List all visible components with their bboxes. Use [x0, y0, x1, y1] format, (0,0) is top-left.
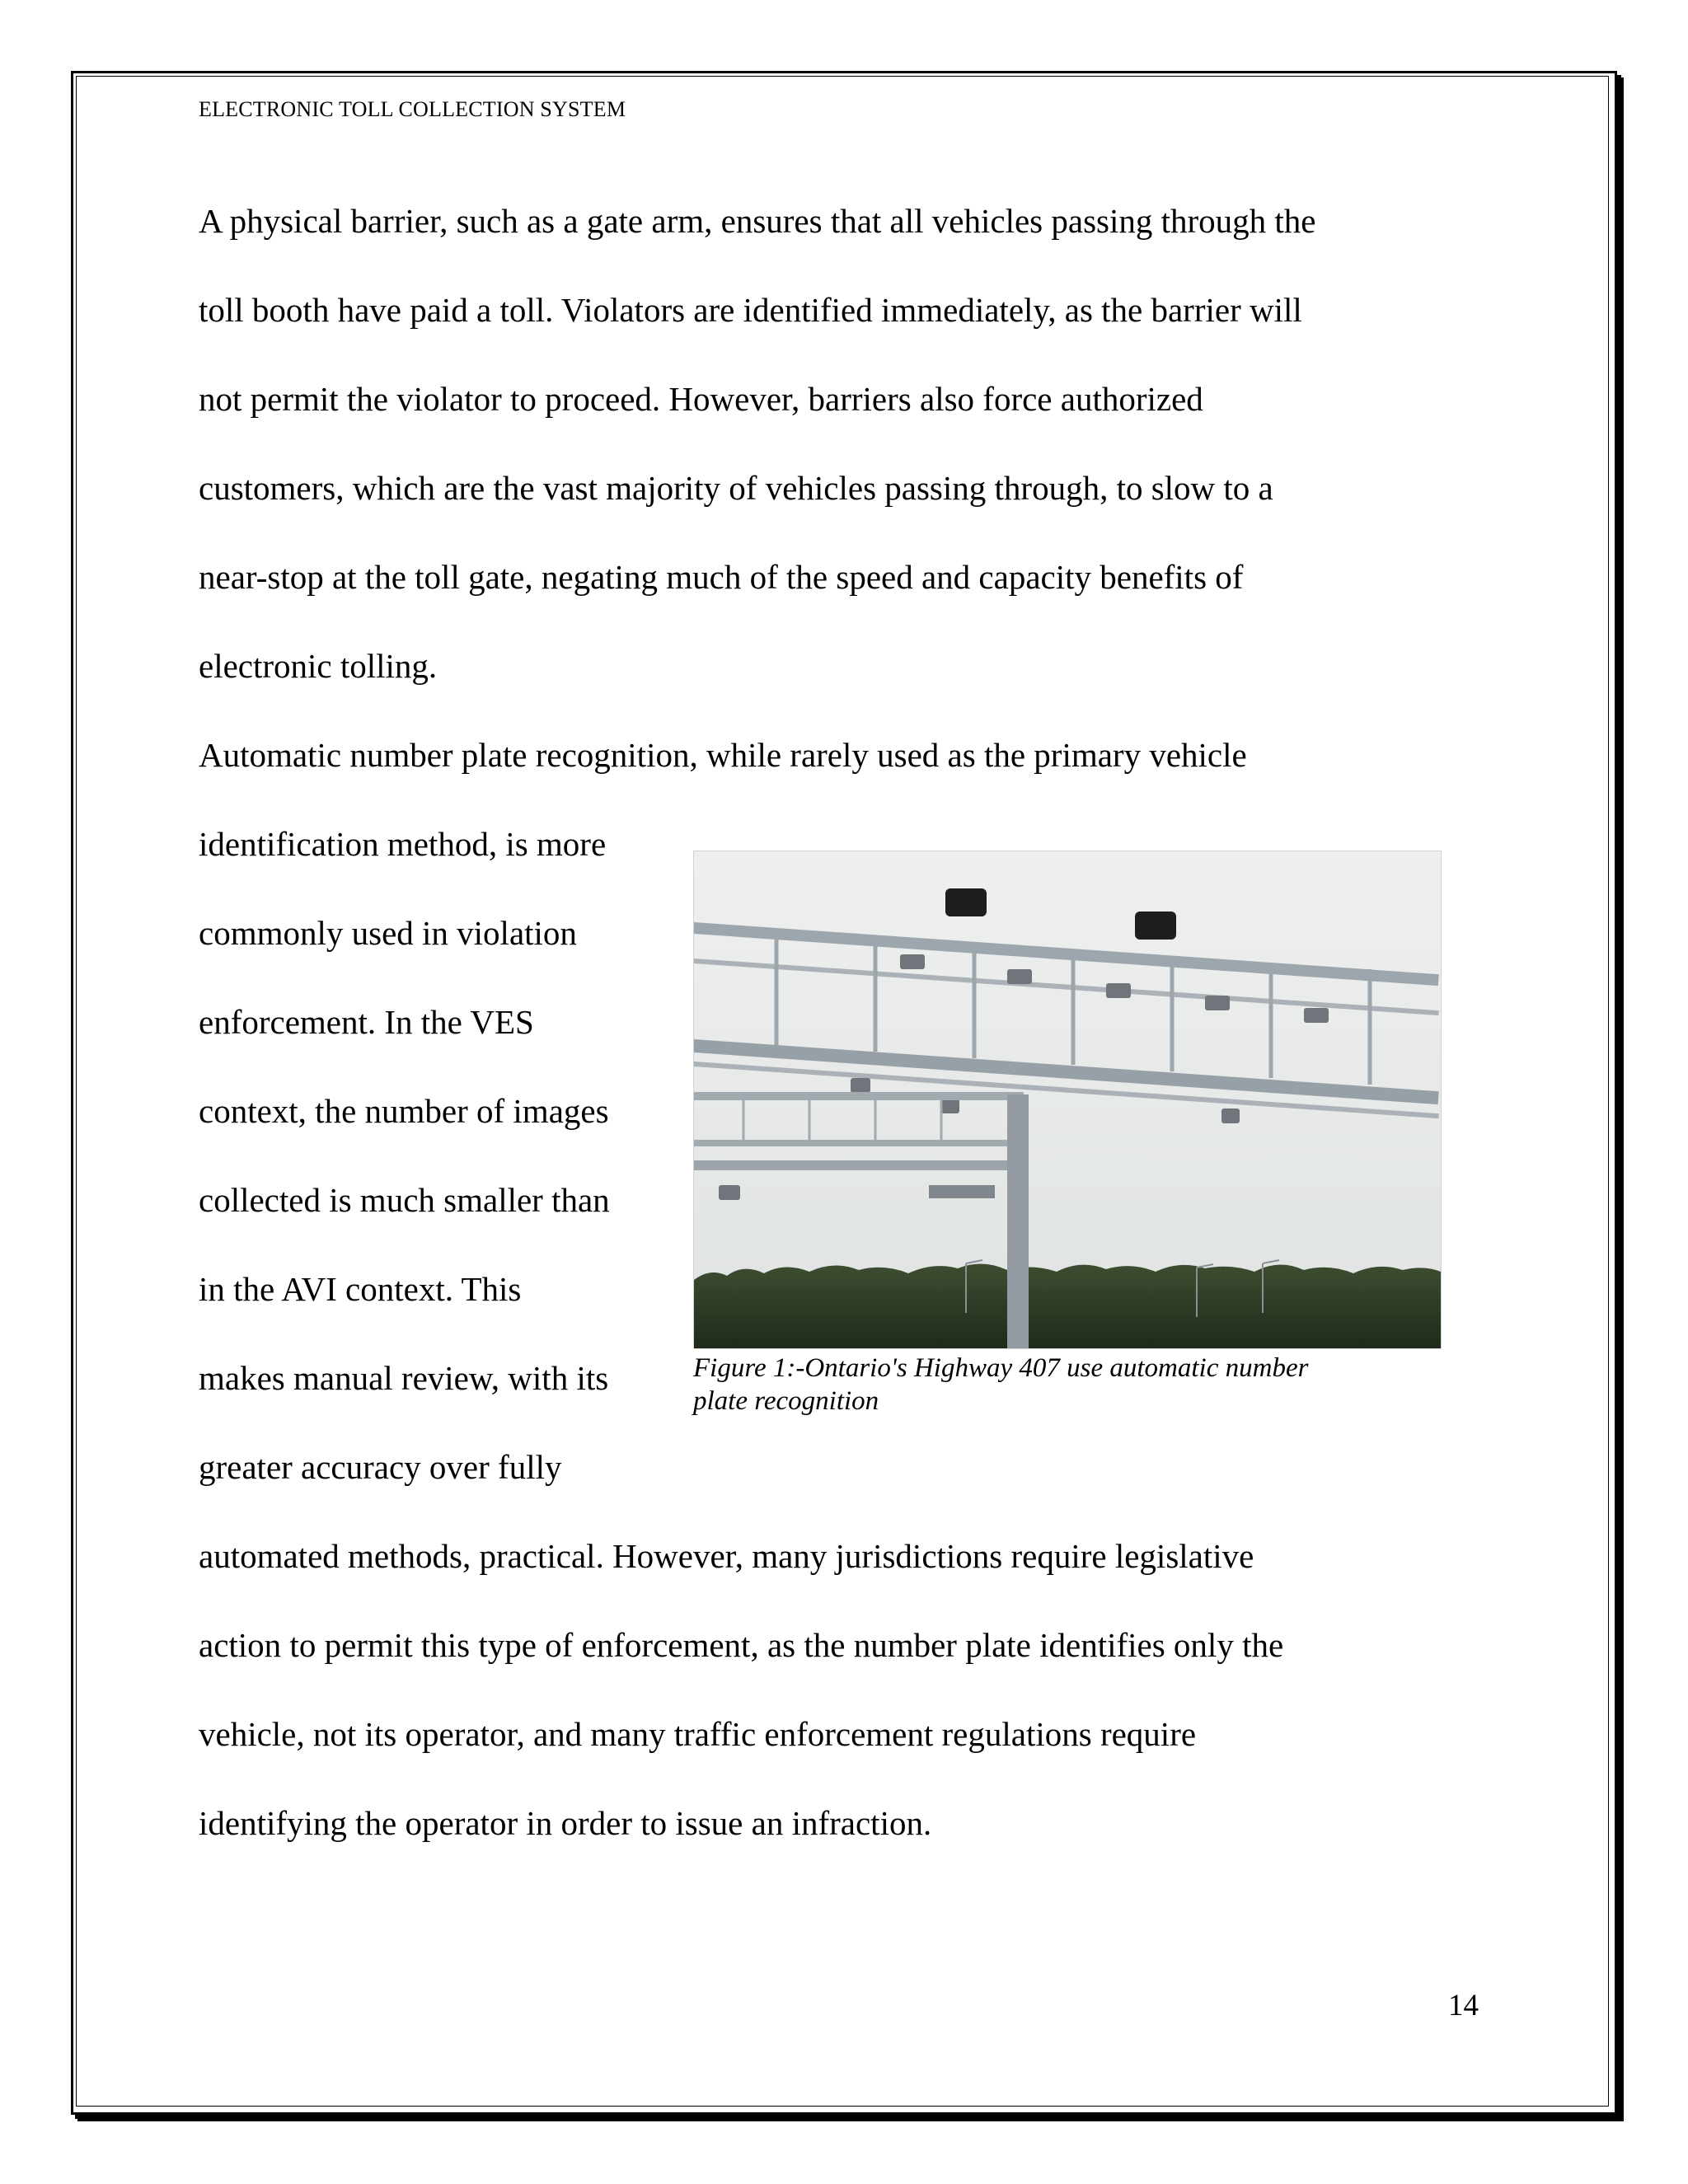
tree-line	[694, 1263, 1441, 1348]
body-line: electronic tolling.	[199, 647, 438, 685]
body-line: identification method, is more	[199, 825, 607, 863]
body-line: not permit the violator to proceed. However, barriers also force authorized	[199, 380, 1203, 418]
body-line: enforcement. In the VES	[199, 1003, 534, 1041]
sign-board	[929, 1185, 995, 1198]
body-line: customers, which are the vast majority of vehicles passing through, to slow to a	[199, 469, 1273, 507]
body-line: Automatic number plate recognition, while rarely used as the primary vehicle	[199, 736, 1247, 774]
body-line: near-stop at the toll gate, negating much of the speed and capacity benefits of	[199, 558, 1244, 596]
page-number: 14	[1448, 1989, 1479, 2022]
running-header: ELECTRONIC TOLL COLLECTION SYSTEM	[199, 97, 626, 121]
caption-line: Figure 1:-Ontario's Highway 407 use automatic number	[693, 1353, 1309, 1383]
body-line: commonly used in violation	[199, 914, 577, 952]
caption-line: plate recognition	[693, 1386, 879, 1416]
gantry-post	[1007, 1094, 1029, 1348]
body-line: greater accuracy over fully	[199, 1448, 562, 1486]
second-gantry-beam	[694, 1092, 1024, 1100]
toll-gantry-illustration	[694, 851, 1441, 1348]
body-line: vehicle, not its operator, and many traffic enforcement regulations require	[199, 1715, 1197, 1753]
body-line: collected is much smaller than	[199, 1181, 610, 1219]
figure-caption	[693, 1352, 1435, 1418]
second-gantry-lower-beam	[694, 1160, 1007, 1170]
second-gantry-rail	[694, 1140, 1007, 1146]
body-line: identifying the operator in order to issue an infraction.	[199, 1804, 932, 1842]
body-line: toll booth have paid a toll. Violators are identified immediately, as the barrier will	[199, 291, 1302, 329]
body-line: makes manual review, with its	[199, 1359, 609, 1397]
body-line: automated methods, practical. However, many jurisdictions require legislative	[199, 1537, 1254, 1575]
figure-photo-toll-gantry	[693, 851, 1442, 1349]
body-line: in the AVI context. This	[199, 1270, 522, 1308]
body-line: action to permit this type of enforcement, as the number plate identifies only the	[199, 1626, 1284, 1664]
body-line: context, the number of images	[199, 1092, 609, 1130]
body-line: A physical barrier, such as a gate arm, ensures that all vehicles passing through the	[199, 202, 1316, 240]
